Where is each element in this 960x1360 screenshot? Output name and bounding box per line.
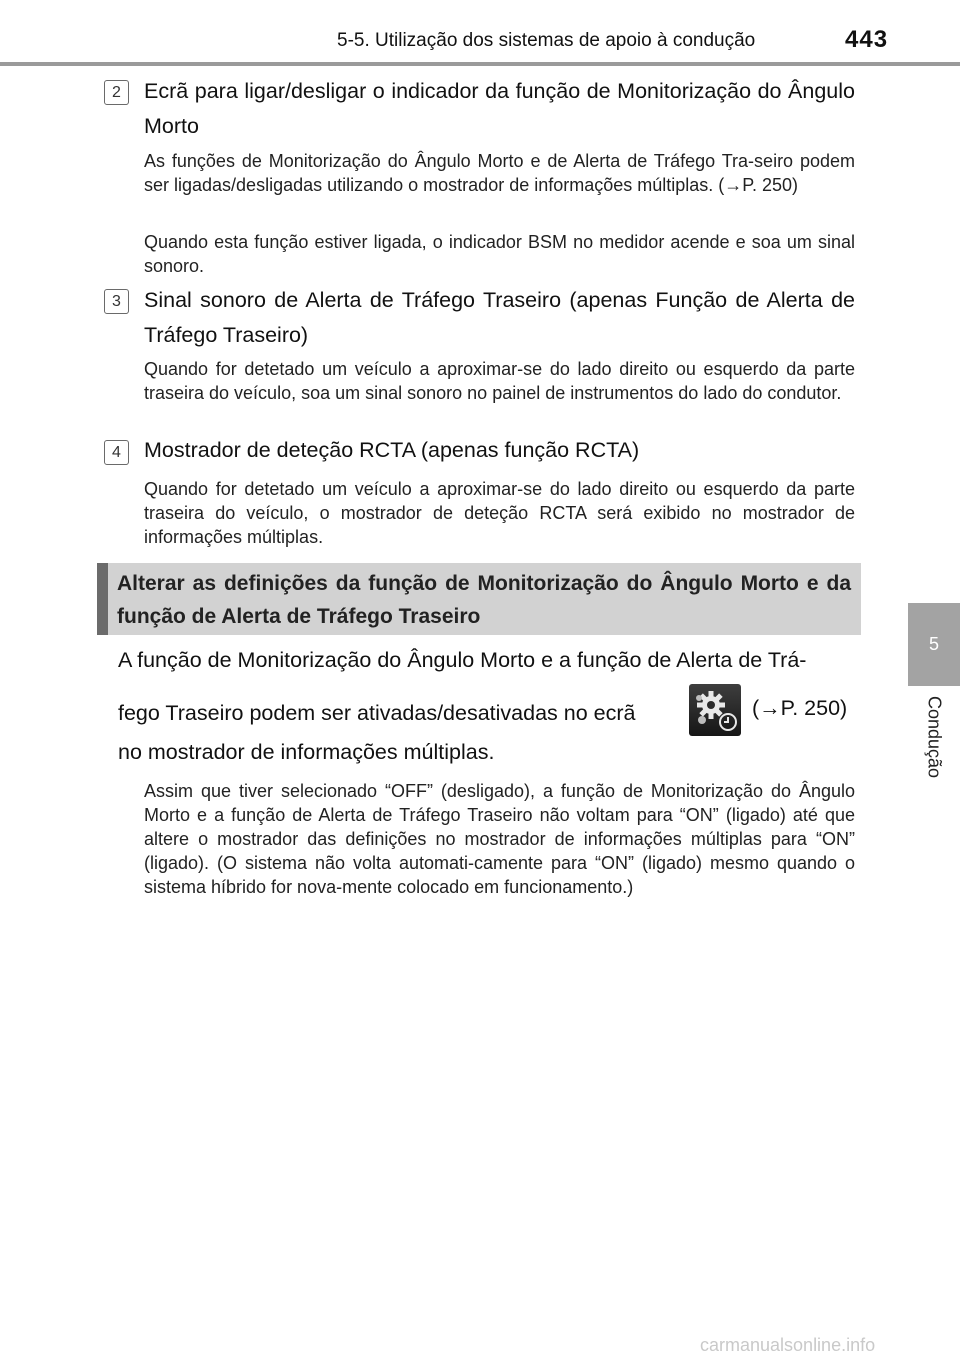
item-paragraph: Quando esta função estiver ligada, o indicador BSM no medidor acende e soa um sinal sonoro.	[144, 232, 855, 276]
item-number-badge: 2	[104, 80, 129, 105]
running-header: 5-5. Utilização dos sistemas de apoio à condução	[337, 30, 756, 51]
item-heading: Mostrador de deteção RCTA (apenas função RCTA)	[144, 438, 640, 462]
section-heading-box	[97, 563, 861, 635]
watermark: carmanualsonline.info	[700, 1335, 876, 1355]
intro-line: A função de Monitorização do Ângulo Morto e a função de Alerta de Trá-	[118, 648, 807, 672]
page-reference: (→P. 250)	[752, 696, 848, 720]
section-accent-bar	[97, 563, 108, 635]
chapter-label: Condução	[924, 696, 945, 779]
item-number-badge: 4	[104, 440, 129, 465]
intro-line: fego Traseiro podem ser ativadas/desativadas no ecrã	[118, 701, 636, 725]
item-paragraph: Quando for detetado um veículo a aproximar-se do lado direito ou esquerdo da parte traseira do veículo, o mostrador de deteção RCTA será exibido no mostrador de informações múltiplas.	[144, 479, 855, 547]
header-rule	[0, 62, 960, 66]
item-heading: Ecrã para ligar/desligar o indicador da função de Monitorização do Ângulo Morto	[144, 79, 855, 138]
intro-line: no mostrador de informações múltiplas.	[118, 740, 495, 764]
item-paragraph: Quando for detetado um veículo a aproximar-se do lado direito ou esquerdo da parte traseira do veículo, soa um sinal sonoro no painel de instrumentos do lado do condutor.	[144, 359, 855, 403]
note-paragraph: Assim que tiver selecionado “OFF” (desligado), a função de Monitorização do Ângulo Morto e a função de Alerta de Tráfego Traseiro não voltam para “ON” (ligado) até que altere o mostrador das definições no mostrador de informações múltiplas para “ON” (ligado). (O sistema não volta automati-camente para “ON” (ligado) mesmo quando o sistema híbrido for nova-mente colocado em funcionamento.)	[144, 781, 855, 897]
settings-gear-icon	[689, 684, 741, 736]
chapter-tab	[908, 603, 960, 686]
section-title: Alterar as definições da função de Monitorização do Ângulo Morto e da função de Alerta de Tráfego Traseiro	[117, 572, 851, 628]
item-number-badge: 3	[104, 289, 129, 314]
chapter-number: 5	[928, 634, 939, 654]
page-number: 443	[845, 26, 889, 53]
item-heading: Sinal sonoro de Alerta de Tráfego Traseiro (apenas Função de Alerta de Tráfego Traseiro)	[144, 288, 855, 347]
item-paragraph: As funções de Monitorização do Ângulo Morto e de Alerta de Tráfego Tra-seiro podem ser ligadas/desligadas utilizando o mostrador de informações múltiplas. (→P. 250)	[144, 151, 855, 195]
